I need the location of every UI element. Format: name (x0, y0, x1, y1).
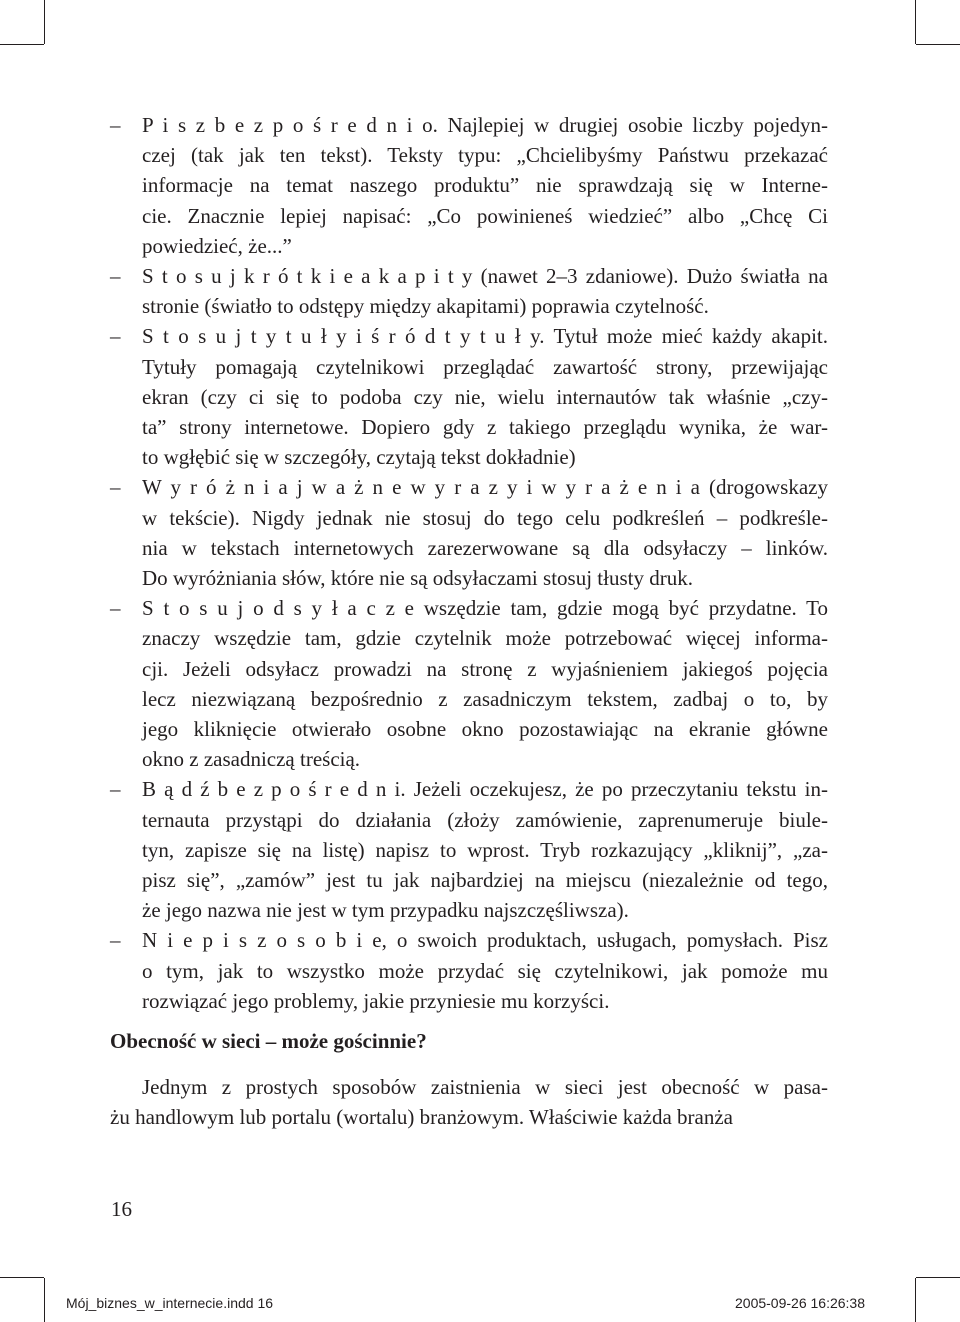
bullet-text: tyn, zapisze się na listę) napisz to wprost. Tryb rozkazujący „kliknij”, „za- (142, 837, 828, 862)
bullet-line (142, 925, 828, 955)
bullet-line (142, 835, 828, 865)
bullet-text: lecz niezwiązaną bezpośrednio z zasadniczym tekstem, zadbaj o to, by (142, 686, 828, 711)
bullet-line (142, 986, 828, 1016)
bullet-line (142, 140, 828, 170)
bullet-item (110, 321, 828, 472)
crop-mark-top-right (915, 0, 916, 44)
bullet-line (142, 201, 828, 231)
bullet-line (142, 170, 828, 200)
bullet-line (142, 563, 828, 593)
bullet-lead: S t o s u j k r ó t k i e a k a p i t y (142, 264, 473, 289)
bullet-text: rozwiązać jego problemy, jakie przyniesie mu korzyści. (142, 988, 610, 1013)
bullet-line (142, 110, 828, 140)
bullet-line (142, 442, 828, 472)
bullet-item (110, 925, 828, 1016)
crop-mark-top-right-h (916, 44, 960, 45)
bullet-dash: – (110, 928, 121, 953)
bullet-line (142, 382, 828, 412)
slug-filename: Mój_biznes_w_internecie.indd 16 (66, 1295, 274, 1311)
bullet-text: Najlepiej w drugiej osobie liczby pojedyn- (437, 113, 828, 137)
bullet-line (142, 503, 828, 533)
slug-datetime: 2005-09-26 16:26:38 (735, 1295, 865, 1311)
bullet-text: jego kliknięcie otwierało osobne okno pozostawiając na ekranie główne (142, 717, 828, 742)
bullet-line (142, 472, 828, 502)
bullet-line (142, 231, 828, 261)
bullet-text: okno z zasadniczą treścią. (142, 747, 361, 772)
bullet-line (142, 895, 828, 925)
bullet-text: Tytuły pomagają czytelnikowi przeglądać zawartość strony, przewijając (142, 354, 828, 379)
bullet-text: informacje na temat naszego produktu” nie sprawdzają się w Interne- (142, 173, 828, 198)
bullet-lead: B ą d ź b e z p o ś r e d n i. (142, 777, 406, 802)
bullet-dash: – (110, 264, 121, 289)
bullet-list (110, 110, 828, 1016)
bullet-text: o tym, jak to wszystko może przydać się czytelnikowi, jak pomoże mu (142, 958, 828, 983)
bullet-lead: N i e p i s z o s o b i e, (142, 928, 387, 953)
bullet-lead: S t o s u j t y t u ł y i ś r ó d t y t u ł y. (142, 324, 545, 349)
bullet-line (142, 805, 828, 835)
bullet-text: cji. Jeżeli odsyłacz prowadzi na stronę z wyjaśnieniem jakiegoś pojęcia (142, 656, 828, 681)
bullet-lead: W y r ó ż n i a j w a ż n e w y r a z y i w y r a ż e n i a (142, 475, 700, 500)
bullet-text: nia w tekstach internetowych zarezerwowane są dla odsyłaczy – linków. (142, 535, 828, 560)
page-number: 16 (111, 1197, 132, 1221)
bullet-text: ternauta przystąpi do działania (złoży zamówienie, zaprenumeruje biule- (142, 807, 828, 832)
section-heading: Obecność w sieci – może gościnnie? (110, 1029, 427, 1054)
bullet-text: (nawet 2–3 zdaniowe). Dużo światła na (472, 264, 828, 289)
bullet-text: (drogowskazy (699, 475, 828, 500)
bullet-lead: S t o s u j o d s y ł a c z e (142, 596, 414, 621)
bullet-item (110, 110, 828, 261)
page-body (110, 110, 828, 1133)
bullet-line (142, 291, 828, 321)
bullet-text: stronie (światło to odstępy między akapitami) poprawia czytelność. (142, 294, 709, 319)
bullet-text: znaczy wszędzie tam, gdzie czytelnik może potrzebować więcej informa- (142, 626, 828, 651)
bullet-line (142, 623, 828, 653)
crop-mark-top-left (44, 0, 45, 44)
bullet-text: ta” strony internetowe. Dopiero gdy z takiego przeglądu wynika, że war- (142, 415, 828, 440)
bullet-line (142, 261, 828, 291)
crop-mark-top-left-h (0, 44, 44, 45)
bullet-text: Do wyróżniania słów, które nie są odsyłaczami stosuj tłusty druk. (142, 566, 693, 591)
bullet-line (142, 321, 828, 351)
bullet-dash: – (110, 475, 121, 500)
bullet-dash: – (110, 113, 121, 137)
bullet-line (142, 654, 828, 684)
bullet-line (142, 865, 828, 895)
bullet-line (142, 744, 828, 774)
bullet-text: ekran (czy ci się to podoba czy nie, wielu internautów tak właśnie „czy- (142, 384, 828, 409)
bullet-line (142, 352, 828, 382)
bullet-text: o swoich produktach, usługach, pomysłach. Pisz (386, 928, 828, 953)
bullet-text: cie. Znacznie lepiej napisać: „Co powinieneś wiedzieć” albo „Chcę Ci (142, 203, 828, 228)
bullet-line (142, 774, 828, 804)
bullet-item (110, 261, 828, 321)
bullet-text: Jeżeli oczekujesz, że po przeczytaniu tekstu in- (405, 777, 828, 802)
bullet-line (142, 684, 828, 714)
bullet-item (110, 774, 828, 925)
crop-mark-bottom-right (915, 1278, 916, 1322)
body-paragraph (110, 1072, 828, 1132)
paragraph-line: żu handlowym lub portalu (wortalu) branżowym. Właściwie każda branża (110, 1105, 733, 1130)
bullet-line (142, 593, 828, 623)
crop-mark-bottom-right-h (916, 1277, 960, 1278)
bullet-item (110, 472, 828, 593)
bullet-text: pisz się”, „zamów” jest tu jak najbardziej na miejscu (niezależnie od tego, (142, 868, 828, 893)
bullet-item (110, 593, 828, 774)
bullet-text: czej (tak jak ten tekst). Teksty typu: „Chcielibyśmy Państwu przekazać (142, 143, 828, 168)
bullet-dash: – (110, 777, 121, 802)
bullet-text: w tekście). Nigdy jednak nie stosuj do tego celu podkreśleń – podkreśle- (142, 505, 828, 530)
bullet-text: powiedzieć, że...” (142, 233, 292, 258)
bullet-line (142, 956, 828, 986)
paragraph-line: Jednym z prostych sposobów zaistnienia w sieci jest obecność w pasa- (142, 1075, 828, 1100)
bullet-line (142, 533, 828, 563)
bullet-text: wszędzie tam, gdzie mogą być przydatne. To (414, 596, 829, 621)
bullet-dash: – (110, 596, 121, 621)
bullet-line (142, 412, 828, 442)
bullet-dash: – (110, 324, 121, 349)
crop-mark-bottom-left-h (0, 1277, 44, 1278)
bullet-text: że jego nazwa nie jest w tym przypadku najszczęśliwsza). (142, 898, 629, 923)
bullet-lead: P i s z b e z p o ś r e d n i o. (142, 113, 438, 137)
bullet-line (142, 714, 828, 744)
bullet-text: to wgłębić się w szczegóły, czytają tekst dokładnie) (142, 445, 576, 470)
bullet-text: Tytuł może mieć każdy akapit. (544, 324, 828, 349)
crop-mark-bottom-left (44, 1278, 45, 1322)
